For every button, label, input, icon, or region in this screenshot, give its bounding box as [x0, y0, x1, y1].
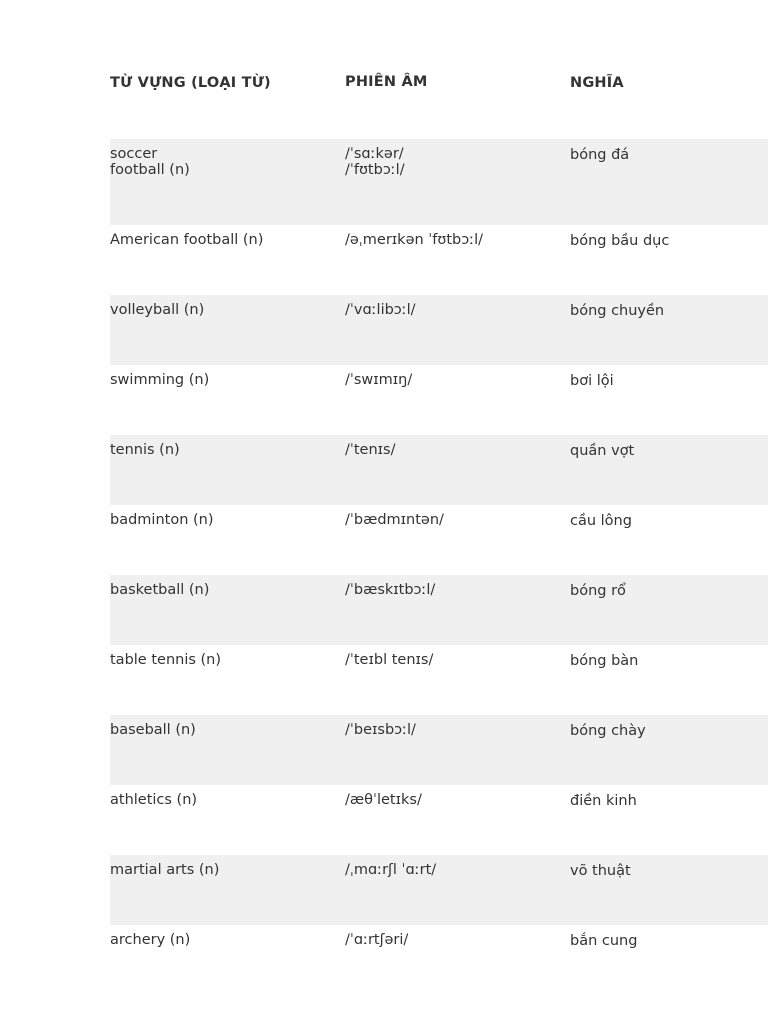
word-cell: basketball (n)	[110, 582, 210, 598]
header-word: TỪ VỰNG (LOẠI TỪ)	[110, 75, 271, 91]
ipa-cell: /ˈbædmɪntən/	[345, 512, 444, 528]
word-cell	[110, 146, 190, 178]
word-cell: badminton (n)	[110, 512, 214, 528]
meaning-cell: cầu lông	[570, 513, 632, 529]
ipa-text: /ˈfʊtbɔːl/	[345, 162, 405, 178]
meaning-cell: bóng bầu dục	[570, 233, 670, 249]
ipa-cell: /ˌmɑːrʃl ˈɑːrt/	[345, 862, 437, 878]
meaning-cell: bơi lội	[570, 373, 614, 389]
meaning-cell: bóng rổ	[570, 583, 626, 599]
table-row	[110, 295, 768, 365]
ipa-cell: /æθˈletɪks/	[345, 792, 422, 808]
meaning-cell: quần vợt	[570, 443, 635, 459]
word-cell: swimming (n)	[110, 372, 210, 388]
word-cell: martial arts (n)	[110, 862, 220, 878]
word-cell: volleyball (n)	[110, 302, 205, 318]
meaning-cell: điền kinh	[570, 793, 637, 809]
word-cell: baseball (n)	[110, 722, 196, 738]
table-row	[110, 715, 768, 785]
meaning-cell: bóng bàn	[570, 653, 639, 669]
meaning-cell: bóng chày	[570, 723, 646, 739]
table-row	[110, 225, 768, 295]
ipa-text: /ˈsɑːkər/	[345, 146, 404, 162]
table-row	[110, 435, 768, 505]
table-row	[110, 645, 768, 715]
table-header	[110, 75, 768, 99]
header-ipa: PHIÊN ÂM	[345, 74, 428, 90]
ipa-cell: /ˈswɪmɪŋ/	[345, 372, 413, 388]
ipa-cell: /ˈbeɪsbɔːl/	[345, 722, 416, 738]
word-text: soccer	[110, 146, 158, 162]
table-row	[110, 925, 768, 995]
table-row	[110, 365, 768, 435]
ipa-cell: /ˈtenɪs/	[345, 442, 396, 458]
table-row	[110, 855, 768, 925]
meaning-cell: bóng đá	[570, 147, 630, 163]
table-row	[110, 505, 768, 575]
table-row	[110, 575, 768, 645]
meaning-cell: bắn cung	[570, 933, 638, 949]
table-body	[110, 139, 768, 995]
word-text: football (n)	[110, 162, 190, 178]
header-meaning: NGHĨA	[570, 75, 624, 91]
meaning-cell: võ thuật	[570, 863, 631, 879]
meaning-cell: bóng chuyền	[570, 303, 665, 319]
ipa-cell: /ˈteɪbl tenɪs/	[345, 652, 434, 668]
word-cell: tennis (n)	[110, 442, 180, 458]
table-row	[110, 785, 768, 855]
word-cell: table tennis (n)	[110, 652, 222, 668]
ipa-cell: /ˈbæskɪtbɔːl/	[345, 582, 436, 598]
table-row	[110, 139, 768, 225]
ipa-cell: /ˈvɑːlibɔːl/	[345, 302, 416, 318]
ipa-cell	[345, 146, 405, 178]
word-cell: archery (n)	[110, 932, 191, 948]
word-cell: athletics (n)	[110, 792, 198, 808]
word-cell: American football (n)	[110, 232, 264, 248]
ipa-cell: /ˈɑːrtʃəri/	[345, 932, 409, 948]
ipa-cell: /əˌmerɪkən ˈfʊtbɔːl/	[345, 232, 484, 248]
